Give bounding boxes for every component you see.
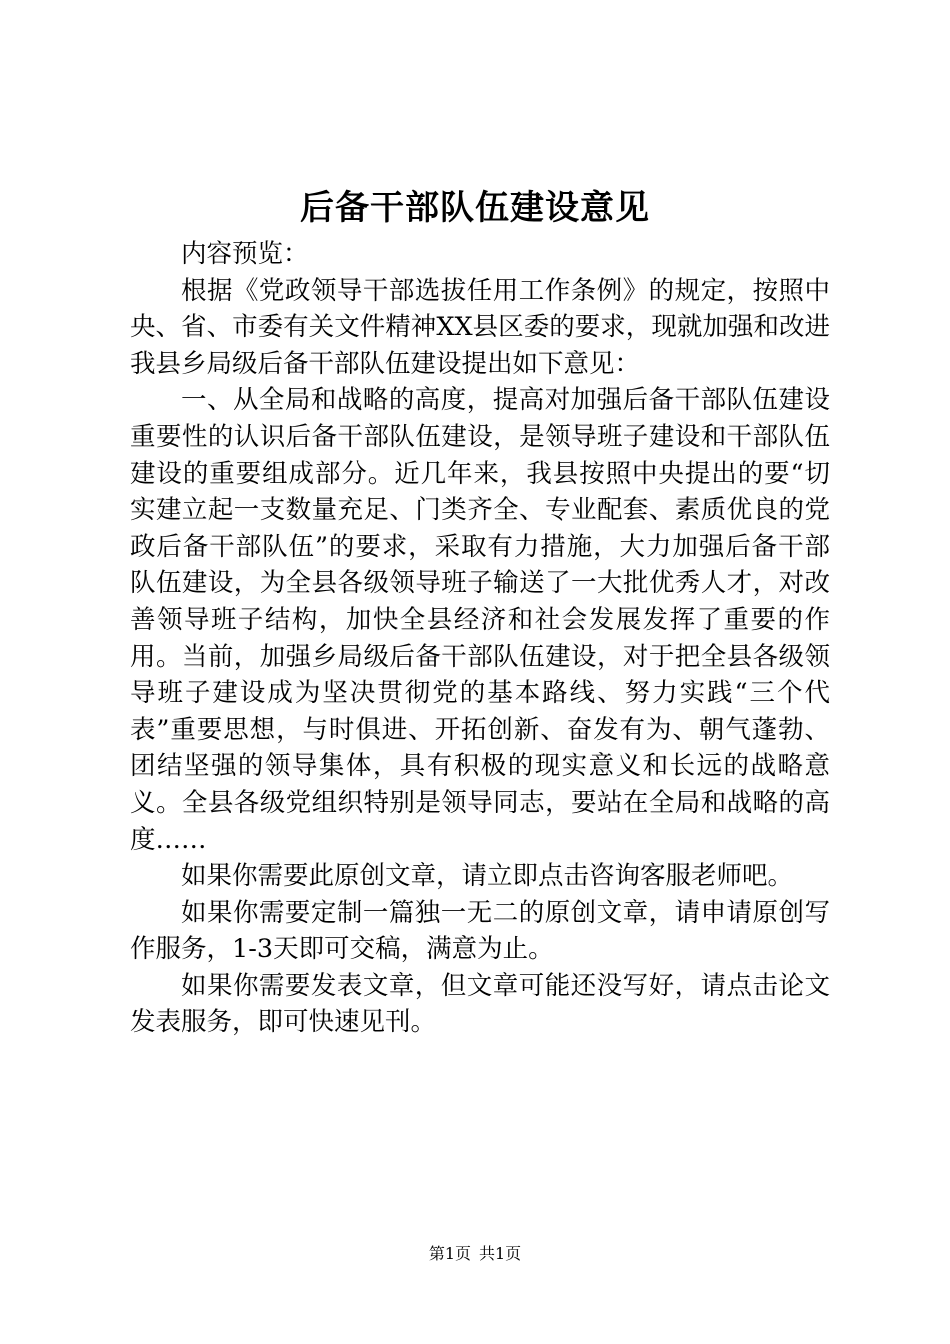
document-title: 后备干部队伍建设意见	[300, 188, 650, 228]
page-footer	[0, 1242, 950, 1266]
section-one-paragraph: 一、从全局和战略的高度，提高对加强后备干部队伍建设重要性的认识后备干部队伍建设，是领导班子建设和干部队伍建设的重要组成部分。近几年来，我县按照中央提出的要“切实建立起一支数量充足、门类齐全、专业配套、素质优良的党政后备干部队伍”的要求，采取有力措施，大力加强后备干部队伍建设，为全县各级领导班子输送了一大批优秀人才，对改善领导班子结构，加快全县经济和社会发展发挥了重要的作用。当前，加强乡局级后备干部队伍建设，对于把全县各级领导班子建设成为坚决贯彻党的基本路线、努力实践“三个代表”重要思想，与时俱进、开拓创新、奋发有为、朝气蓬勃、团结坚强的领导集体，具有积极的现实意义和长远的战略意义。全县各级党组织特别是领导同志，要站在全局和战略的高度……	[130, 385, 830, 855]
custom-writing-paragraph: 如果你需要定制一篇独一无二的原创文章，请申请原创写作服务，1-3天即可交稿，满意为止。	[130, 897, 830, 965]
preview-label: 内容预览：	[181, 239, 309, 269]
page-total: 共1页	[479, 1244, 522, 1263]
publication-service-paragraph: 如果你需要发表文章，但文章可能还没写好，请点击论文发表服务，即可快速见刊。	[130, 970, 830, 1038]
document-body	[130, 236, 830, 1041]
page-number: 第1页	[428, 1244, 471, 1263]
intro-paragraph: 根据《党政领导干部选拔任用工作条例》的规定，按照中央、省、市委有关文件精神XX县区委的要求，现就加强和改进我县乡局级后备干部队伍建设提出如下意见：	[130, 275, 830, 379]
consult-service-paragraph: 如果你需要此原创文章，请立即点击咨询客服老师吧。	[181, 861, 794, 892]
